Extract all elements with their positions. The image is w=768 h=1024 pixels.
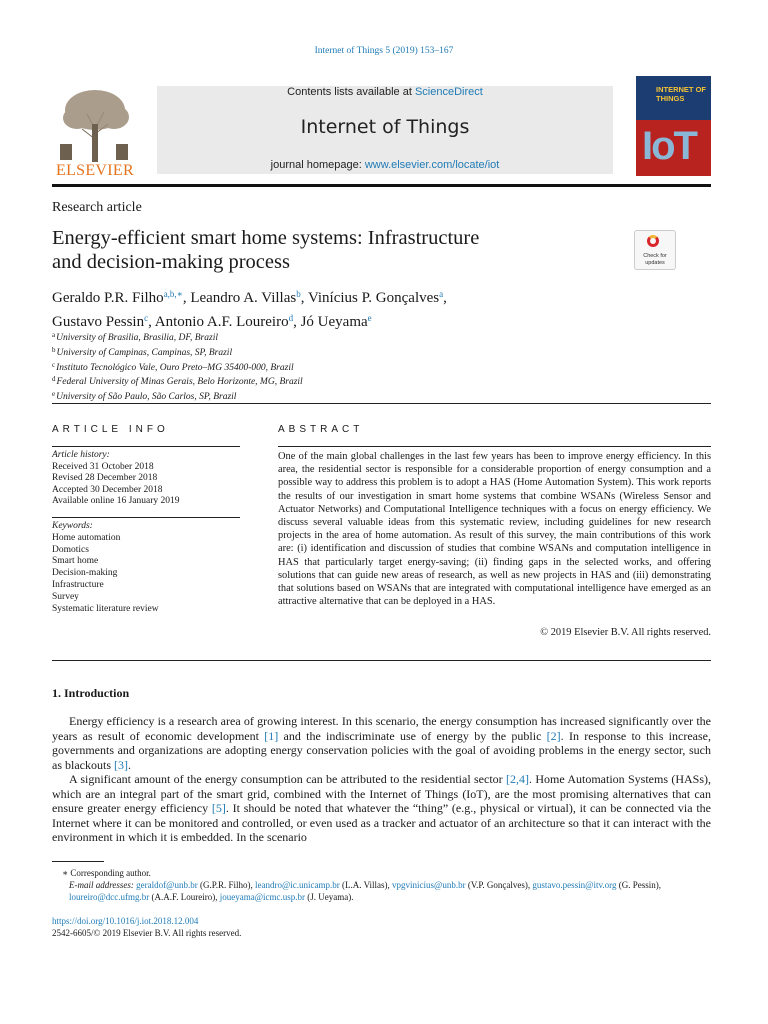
- affiliation-text: University of São Paulo, São Carlos, SP, Brazil: [56, 392, 237, 403]
- citation-link[interactable]: [3]: [114, 757, 128, 772]
- citation-link[interactable]: [2]: [546, 728, 561, 743]
- keyword-item: Smart home: [52, 556, 99, 567]
- intro-text-run: .: [128, 757, 131, 772]
- homepage-prefix: journal homepage:: [270, 159, 365, 171]
- intro-text-run: . It should be noted that whatever the “thing” (e.g., physical or virtual), it can be connected via the Internet where it can be monitored and controlled, or even used as a tracker and actuator of an architecture so that it can interact with the environment in which it is embedded. In the scenario: [52, 801, 711, 844]
- abstract-rule: [278, 446, 711, 447]
- intro-paragraph: [52, 714, 711, 772]
- author-affiliation-marker[interactable]: d: [288, 313, 294, 323]
- citation-link[interactable]: [1]: [264, 728, 279, 743]
- masthead-rule: [52, 184, 711, 187]
- history-item: Received 31 October 2018: [52, 461, 154, 472]
- email-label: E-mail addresses:: [69, 880, 134, 890]
- author-affiliation-marker[interactable]: e: [367, 313, 372, 323]
- intro-text-run: . Home Automation Systems (HASs), which are an integral part of the smart grid, combined with the Internet of Things (IoT), are the most promising alternatives that can ensure greater energy efficiency: [52, 772, 712, 815]
- affiliation-text: Federal University of Minas Gerais, Belo Horizonte, MG, Brazil: [56, 377, 303, 388]
- affiliation-item: [52, 360, 303, 375]
- author-name[interactable]: Geraldo P.R. Filho: [52, 290, 164, 306]
- affiliation-item: [52, 374, 303, 389]
- email-owner: (V.P. Gonçalves),: [465, 880, 533, 890]
- intro-text-run: and the indiscriminate use of energy by the public: [278, 728, 547, 743]
- contents-prefix: Contents lists available at: [287, 86, 415, 98]
- issn-line: 2542-6605/© 2019 Elsevier B.V. All rights reserved.: [52, 928, 242, 938]
- history-item: Accepted 30 December 2018: [52, 484, 163, 495]
- affiliation-marker: c: [52, 360, 56, 369]
- email-owner: (A.A.F. Loureiro),: [149, 892, 220, 902]
- author-affiliation-marker[interactable]: a: [439, 289, 444, 299]
- homepage-line: [157, 159, 613, 171]
- intro-text-run: A significant amount of the energy consumption can be attributed to the residential sector: [69, 772, 506, 786]
- title-line-1: Energy-efficient smart home systems: Infrastructure: [52, 227, 480, 249]
- introduction-heading: 1. Introduction: [52, 686, 130, 700]
- introduction-body: [52, 714, 711, 845]
- author-list: [52, 284, 532, 332]
- keyword-item: Infrastructure: [52, 579, 104, 590]
- journal-title[interactable]: Internet of Things: [300, 116, 470, 138]
- intro-text-run: . In response to this increase, governments and organizations are adopting energy conservation policies with the goal of avoiding problems in the energy sector, such as blackouts: [52, 728, 711, 772]
- keyword-item: Systematic literature review: [52, 603, 159, 614]
- check-updates-icon: [647, 235, 659, 247]
- email-link[interactable]: gustavo.pessin@itv.org: [532, 880, 617, 890]
- abstract-text: One of the main global challenges in the last few years has been to improve energy efficiency. In this area, the residential sector is responsible for a considerable proportion of energy consumption and a possible way to address this problem is to adopt a HAS (Home Automation System). This work reports the results of our investigation in smart home systems that combine WSANs (Wireless Sensor and Actuator Networks) and Computational Intelligence techniques with a focus on energy efficiency. We discuss several valuable ideas from this systematic review, including guidelines for new research projects in the area of home automation. As result of this survey, the main contributions of this work are: (i) identification and discussion of studies that combine WSANs and computation intelligence in HAS that particularly target energy-saving; (ii) finding gaps in the selected works, and offering solutions that can guide new areas of research, as well as new projects in HAS and (iii) demonstrating that solutions based on WSANs that are integrated with computational intelligence have emerged as an attractive alternative that can be deployed in a HAS.: [278, 451, 711, 608]
- doi-link[interactable]: https://doi.org/10.1016/j.iot.2018.12.004: [52, 916, 199, 926]
- author-separator: ,: [293, 314, 301, 330]
- affiliation-text: Instituto Tecnológico Vale, Ouro Preto–MG 35400-000, Brazil: [56, 362, 294, 373]
- article-info-rule: [52, 446, 240, 447]
- affiliation-marker: e: [52, 390, 56, 399]
- author-name[interactable]: Gustavo Pessin: [52, 314, 145, 330]
- author-name[interactable]: Jó Ueyama: [300, 314, 368, 330]
- affiliation-item: [52, 345, 303, 360]
- affiliation-item: [52, 330, 303, 345]
- author-name[interactable]: Vinícius P. Gonçalves: [307, 290, 440, 306]
- affiliation-list: [52, 330, 303, 404]
- author-separator: ,: [182, 290, 191, 306]
- check-updates-label: Check for updates: [643, 253, 667, 266]
- email-link[interactable]: leandro@ic.unicamp.br: [254, 880, 340, 890]
- journal-masthead: [52, 76, 711, 184]
- abstract-heading: ABSTRACT: [278, 424, 364, 435]
- author-name[interactable]: Leandro A. Villas: [190, 290, 297, 306]
- email-link[interactable]: loureiro@dcc.ufmg.br: [69, 892, 150, 902]
- history-label: Article history:: [52, 450, 110, 460]
- keyword-item: Home automation: [52, 532, 121, 543]
- article-history: [52, 450, 180, 508]
- email-owner: (G. Pessin),: [616, 880, 661, 890]
- abstract-copyright: © 2019 Elsevier B.V. All rights reserved.: [540, 627, 711, 638]
- author-affiliation-marker[interactable]: a,b,∗: [163, 289, 183, 299]
- section-divider: [52, 660, 711, 661]
- keyword-item: Survey: [52, 591, 79, 602]
- cover-big-text: IoT: [642, 124, 696, 168]
- elsevier-wordmark: ELSEVIER: [56, 162, 134, 179]
- cover-title: INTERNET OF THINGS: [656, 85, 706, 103]
- sciencedirect-link[interactable]: ScienceDirect: [414, 86, 483, 98]
- doi-block: [52, 915, 241, 939]
- email-link[interactable]: geraldof@unb.br: [136, 880, 198, 890]
- author-separator: ,: [443, 290, 447, 306]
- email-owner: (G.P.R. Filho),: [197, 880, 255, 890]
- article-type: Research article: [52, 200, 142, 215]
- email-link[interactable]: vpgvinicius@unb.br: [392, 880, 466, 890]
- keywords-list: [52, 521, 159, 615]
- affiliation-marker: d: [52, 375, 56, 384]
- email-owner: (J. Ueyama).: [305, 892, 354, 902]
- history-item: Available online 16 January 2019: [52, 496, 180, 507]
- affiliation-text: University of Brasilia, Brasilia, DF, Brazil: [56, 333, 218, 343]
- article-title: [52, 226, 572, 274]
- author-affiliation-marker[interactable]: b: [296, 289, 301, 299]
- keywords-label: Keywords:: [52, 521, 93, 531]
- affiliation-item: [52, 389, 303, 404]
- footnote-rule: [52, 861, 104, 862]
- email-link[interactable]: joueyama@icmc.usp.br: [219, 892, 306, 902]
- footnotes: [52, 867, 711, 903]
- keyword-item: Decision-making: [52, 568, 118, 579]
- journal-cover-thumbnail[interactable]: [636, 76, 711, 176]
- keyword-item: Domotics: [52, 544, 89, 555]
- intro-text-run: Energy efficiency is a research area of growing interest. In this scenario, the energy consumption has increased significantly over the years as result of economic development: [52, 714, 711, 743]
- keywords-rule: [52, 517, 240, 518]
- affiliation-text: University of Campinas, Campinas, SP, Brazil: [56, 347, 233, 358]
- email-addresses: [52, 879, 711, 903]
- journal-reference-link[interactable]: Internet of Things 5 (2019) 153–167: [314, 46, 454, 56]
- article-info-heading: ARTICLE INFO: [52, 424, 169, 435]
- journal-homepage-link[interactable]: www.elsevier.com/locate/iot: [364, 159, 500, 171]
- history-item: Revised 28 December 2018: [52, 473, 158, 484]
- author-affiliation-marker[interactable]: c: [144, 313, 149, 323]
- author-separator: ,: [148, 314, 155, 330]
- author-name[interactable]: Antonio A.F. Loureiro: [154, 314, 289, 330]
- corresponding-author-note: ∗ Corresponding author.: [62, 868, 151, 878]
- check-for-updates-button[interactable]: [634, 230, 676, 270]
- affiliation-marker: a: [52, 331, 56, 339]
- email-owner: (L.A. Villas),: [339, 880, 393, 890]
- journal-banner: [157, 86, 613, 174]
- citation-link[interactable]: [5]: [211, 801, 226, 815]
- contents-line: [157, 86, 613, 98]
- citation-link[interactable]: [2,4]: [506, 772, 529, 786]
- intro-paragraph: [52, 772, 711, 845]
- section-divider: [52, 403, 711, 404]
- title-line-2: and decision-making process: [52, 251, 290, 273]
- affiliation-marker: b: [52, 345, 56, 354]
- author-separator: ,: [300, 290, 308, 306]
